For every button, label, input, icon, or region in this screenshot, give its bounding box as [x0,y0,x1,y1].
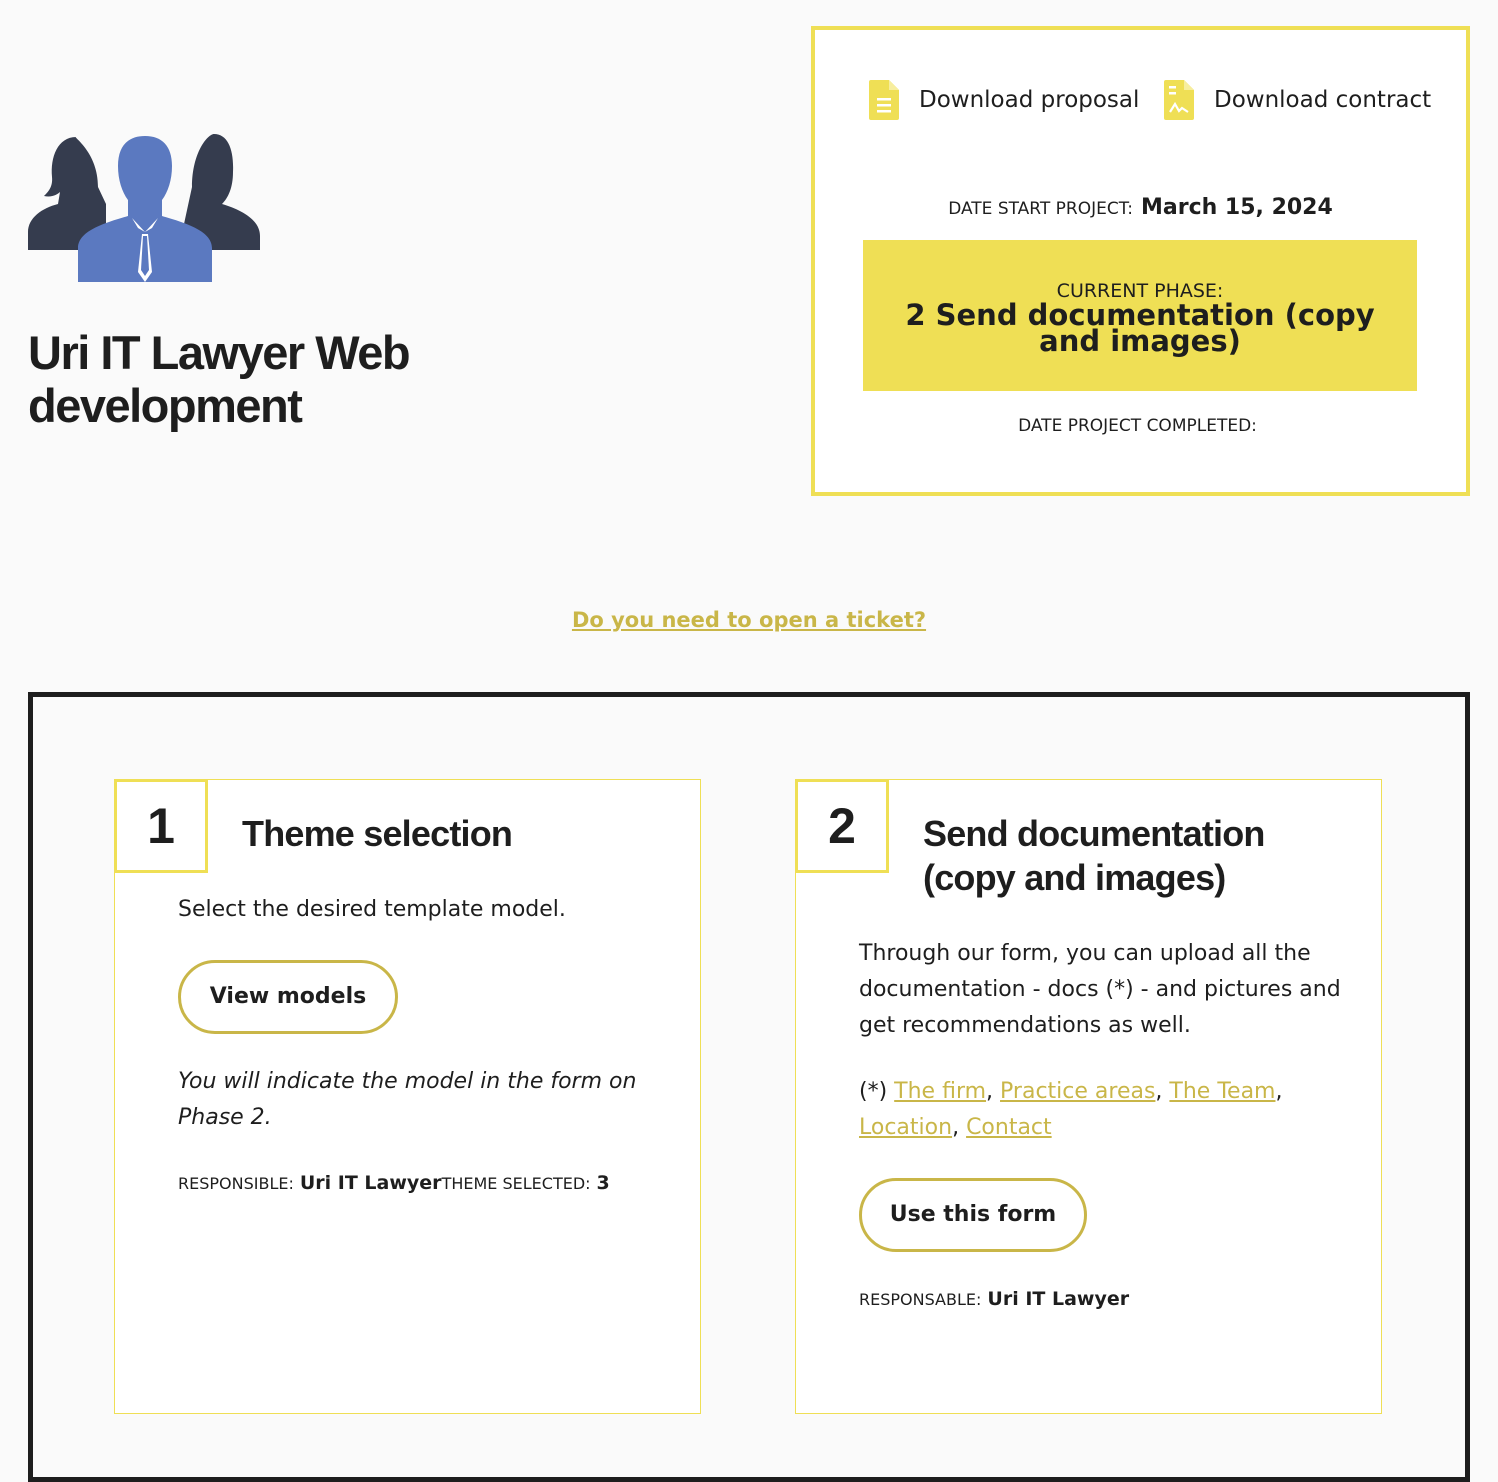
phase-card-theme-selection [114,779,701,1414]
phases-section [28,692,1470,1482]
link-the-firm[interactable]: The firm [894,1079,987,1104]
current-phase-value: 2 Send documentation (copy and images) [905,298,1375,358]
phase-title: Send documentation (copy and images) [923,813,1265,898]
use-this-form-button[interactable]: Use this form [859,1178,1087,1252]
document-icon [869,80,899,120]
download-proposal-label: Download proposal [919,87,1140,113]
phase-meta [178,1172,610,1194]
contract-icon [1164,80,1194,120]
project-header [0,0,1498,525]
phase-meta [859,1288,1129,1310]
date-start-project [815,195,1466,220]
project-title: Uri IT Lawyer Web development [28,326,410,432]
date-start-label: DATE START PROJECT: [948,199,1133,219]
team-icon [28,132,262,284]
date-project-completed: DATE PROJECT COMPLETED: [1018,416,1257,436]
link-the-team[interactable]: The Team [1169,1079,1276,1104]
phase-number: 2 [795,779,889,873]
download-contract-label: Download contract [1214,87,1432,113]
phase-number: 1 [114,779,208,873]
date-start-value: March 15, 2024 [1140,195,1333,220]
documentation-links: (*) The firm, Practice areas, The Team, Location, Contact [859,1079,1283,1140]
phase-description: Through our form, you can upload all the documentation - docs (*) - and pictures and get recommendations as well. [859,941,1341,1038]
link-location[interactable]: Location [859,1115,953,1140]
current-phase-label: CURRENT PHASE: [1056,280,1224,302]
responsible-label: RESPONSIBLE: [178,1174,294,1193]
phase-card-send-documentation [795,779,1382,1414]
view-models-button[interactable]: View models [178,960,398,1034]
project-status-panel [811,26,1470,496]
phase-note: You will indicate the model in the form on Phase 2. [178,1069,637,1130]
open-ticket-link[interactable]: Do you need to open a ticket? [571,608,927,632]
links-prefix: (*) [859,1079,888,1104]
phase-title: Theme selection [242,813,513,854]
theme-selected-label: THEME SELECTED: [441,1174,591,1193]
responsible-label: RESPONSABLE: [859,1290,982,1309]
download-contract-link[interactable] [1164,80,1431,120]
download-proposal-link[interactable] [869,80,1139,120]
theme-selected-value: 3 [596,1172,610,1194]
phase-description: Select the desired template model. [178,897,566,922]
current-phase-banner [863,240,1417,391]
link-contact[interactable]: Contact [966,1115,1052,1140]
responsible-value: Uri IT Lawyer [987,1288,1130,1310]
responsible-value: Uri IT Lawyer [299,1172,442,1194]
link-practice-areas[interactable]: Practice areas [1000,1079,1156,1104]
